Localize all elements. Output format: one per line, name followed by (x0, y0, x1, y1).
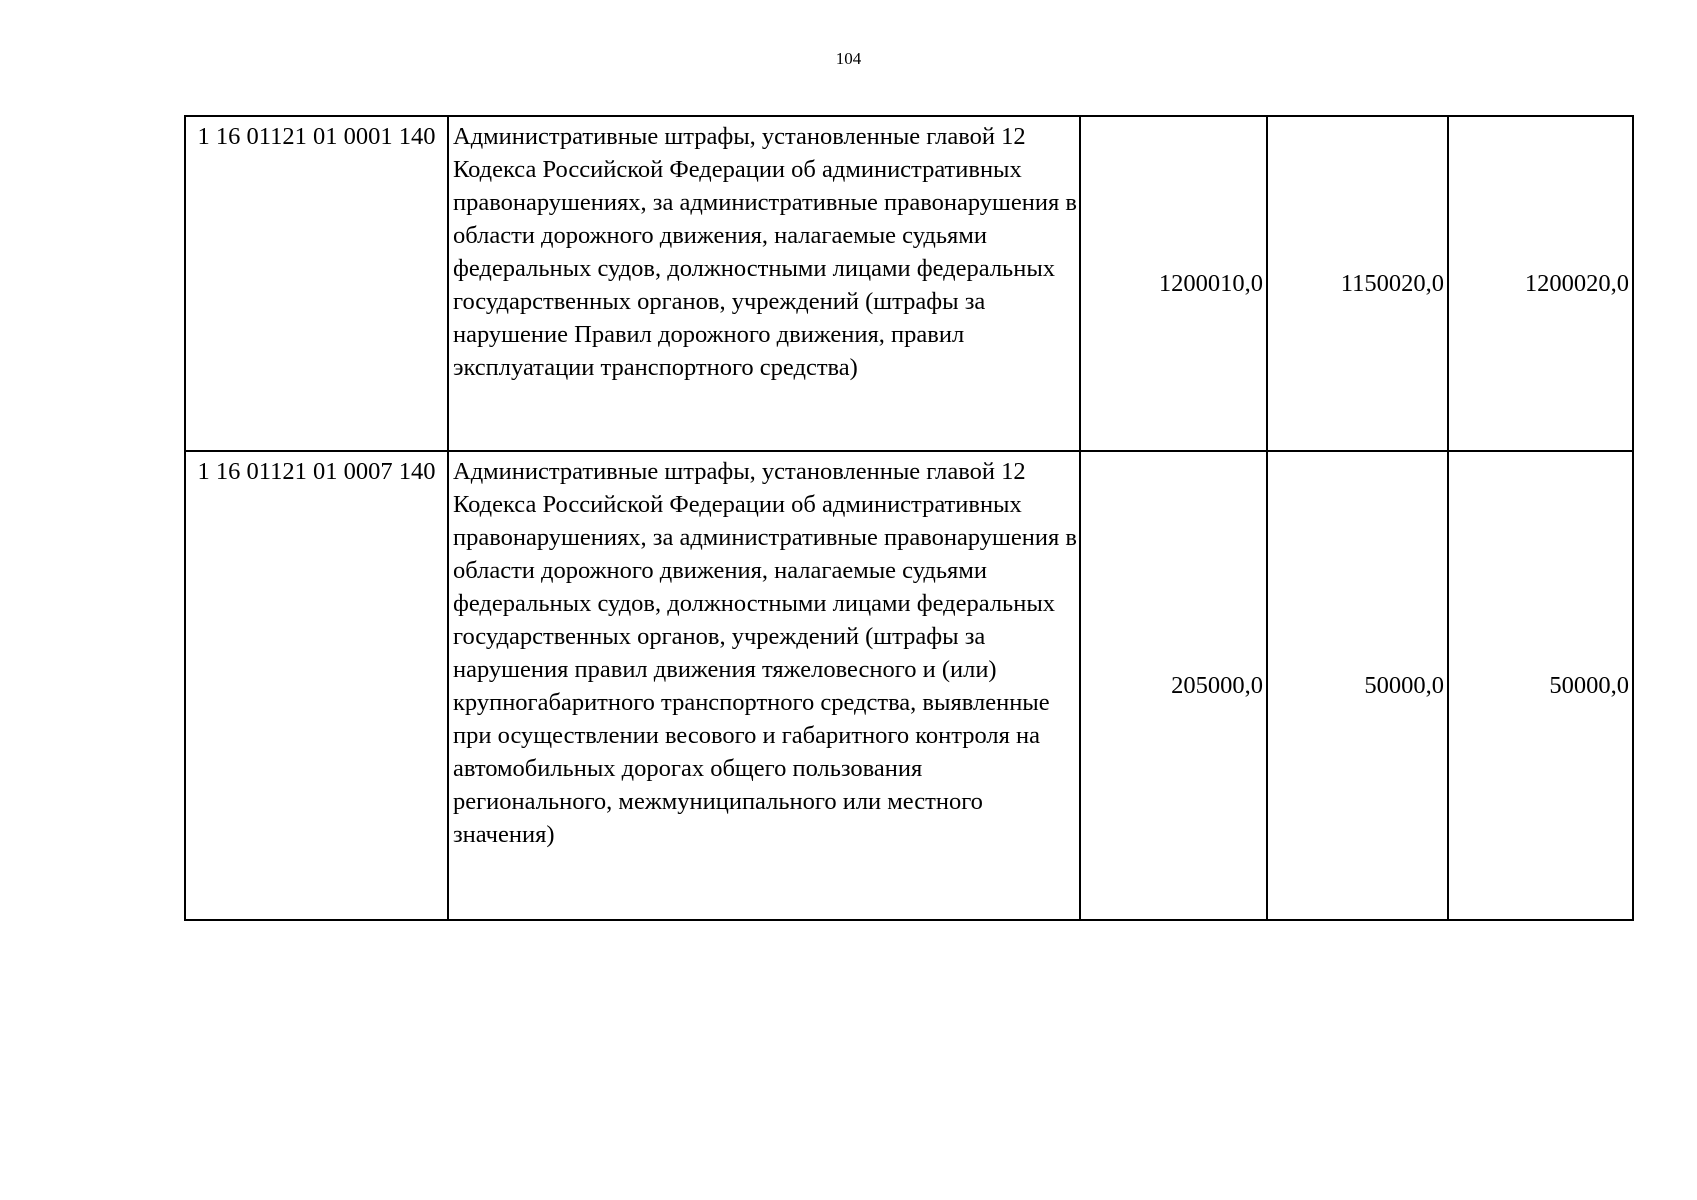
revenue-name: Административные штрафы, установленные главой 12 Кодекса Российской Федерации об административных правонарушениях, за административные правонарушения в области дорожного движения, налагаемые судьями федеральных судов, должностными лицами федеральных государственных органов, учреждений (штрафы за нарушение Правил дорожного движения, правил эксплуатации транспортного средства) (453, 123, 1077, 381)
table-row (185, 451, 1633, 920)
amount-cell-1: 1200010,0 (1080, 116, 1267, 451)
budget-code-cell (185, 451, 448, 920)
amount-cell-3: 1200020,0 (1448, 116, 1633, 451)
amount-cell-1: 205000,0 (1080, 451, 1267, 920)
revenue-name: Административные штрафы, установленные главой 12 Кодекса Российской Федерации об административных правонарушениях, за административные правонарушения в области дорожного движения, налагаемые судьями федеральных судов, должностными лицами федеральных государственных органов, учреждений (штрафы за нарушения правил движения тяжеловесного и (или) крупногабаритного транспортного средства, выявленные при осуществлении весового и габаритного контроля на автомобильных дорогах общего пользования регионального, межмуниципального или местного значения) (453, 458, 1077, 848)
revenue-name-cell (448, 451, 1080, 920)
amount-cell-2: 50000,0 (1267, 451, 1448, 920)
budget-code-cell (185, 116, 448, 451)
table-row (185, 116, 1633, 451)
budget-revenue-table (184, 115, 1634, 921)
budget-code: 1 16 01121 01 0001 140 (197, 123, 436, 150)
budget-code: 1 16 01121 01 0007 140 (197, 458, 436, 485)
page-number: 104 (835, 49, 862, 68)
amount-cell-2: 1150020,0 (1267, 116, 1448, 451)
revenue-name-cell (448, 116, 1080, 451)
amount-cell-3: 50000,0 (1448, 451, 1633, 920)
